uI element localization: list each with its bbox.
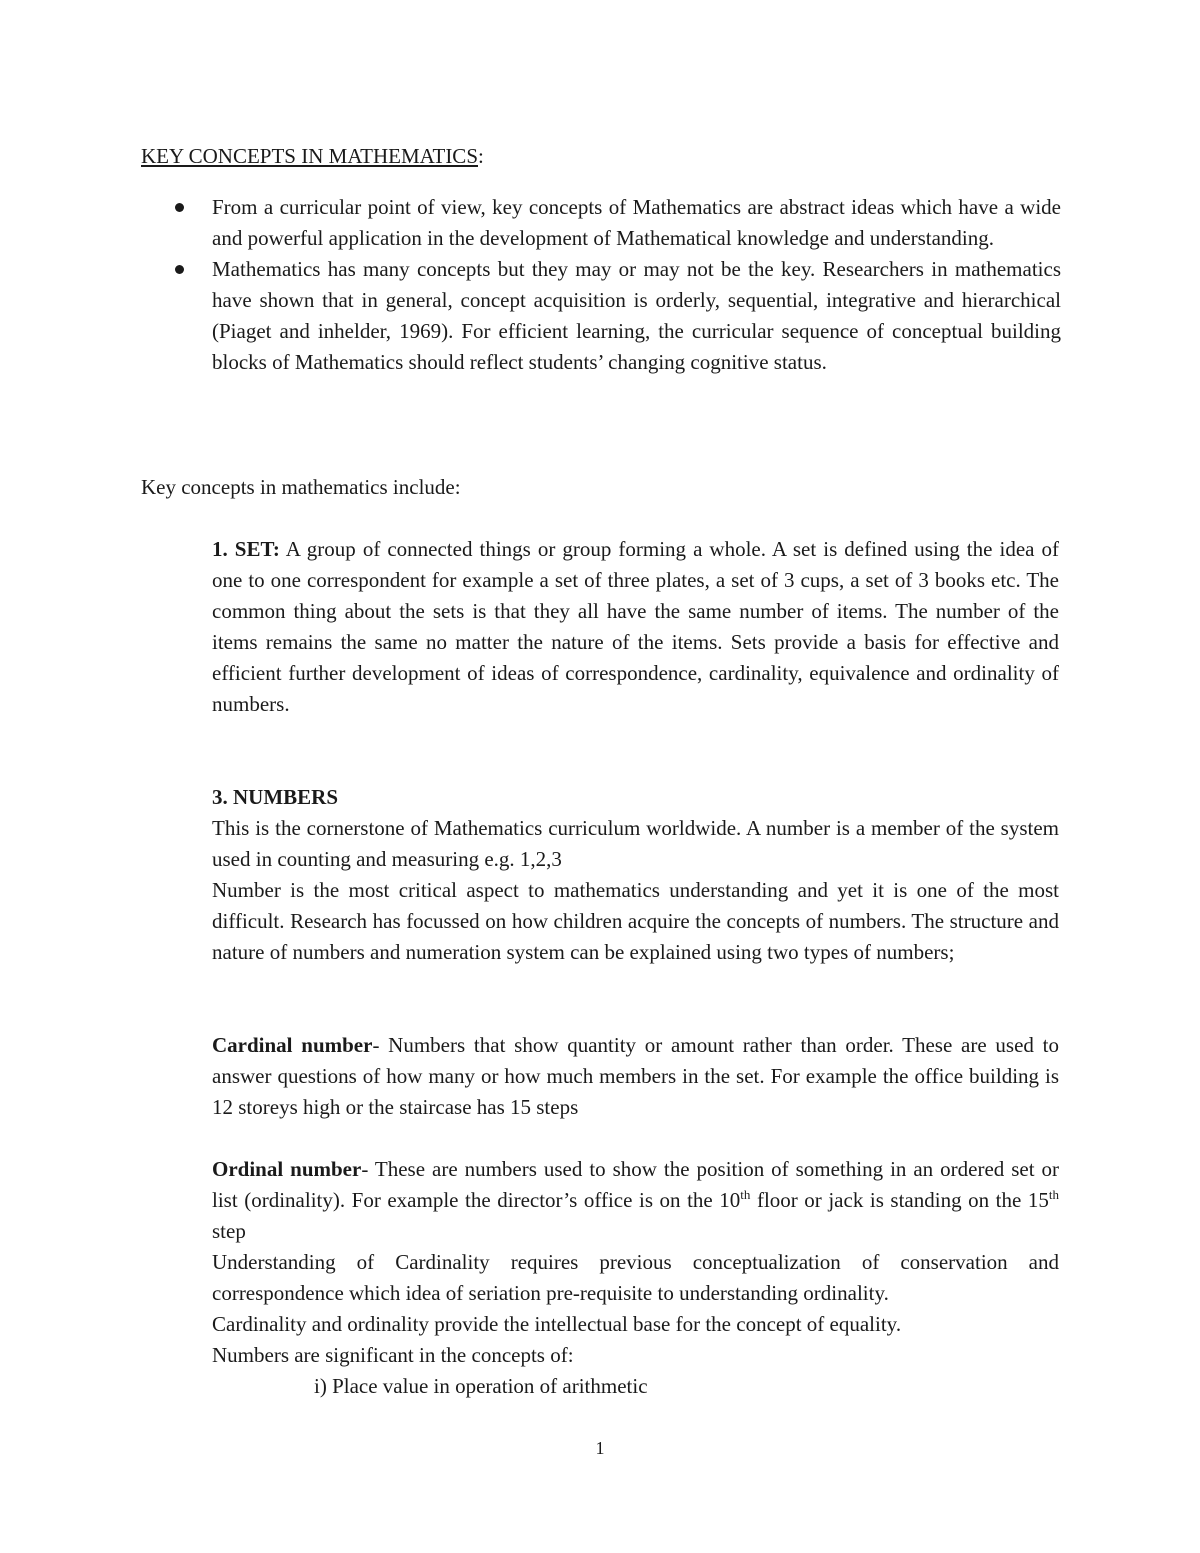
significance-line: Numbers are significant in the concepts of:: [212, 1343, 574, 1367]
numbers-section: [212, 782, 1059, 968]
cardinality-line: Understanding of Cardinality requires previous conceptualization of conservation and correspondence which idea of seriation pre-requisite to understanding ordinality.: [212, 1250, 1059, 1305]
document-title: [141, 141, 484, 172]
title-text: KEY CONCEPTS IN MATHEMATICS: [141, 144, 478, 168]
bullet-dot-icon: [175, 265, 184, 274]
set-text: A group of connected things or group forming a whole. A set is defined using the idea of one to one correspondent for example a set of three plates, a set of 3 cups, a set of 3 books etc. The common thing about the sets is that they all have the same number of items. The number of the items remains the same no matter the nature of the items. Sets provide a basis for effective and efficient further development of ideas of correspondence, cardinality, equivalence and ordinality of numbers.: [212, 537, 1059, 716]
bullet-text: Mathematics has many concepts but they may or may not be the key. Researchers in mathematics have shown that in general, concept acquisition is orderly, sequential, integrative and hierarchical (Piaget and inhelder, 1969). For efficient learning, the curricular sequence of conceptual building blocks of Mathematics should reflect students’ changing cognitive status.: [212, 257, 1061, 374]
ordinal-term: Ordinal number: [212, 1157, 362, 1181]
cardinal-term: Cardinal number: [212, 1033, 373, 1057]
equality-line: Cardinality and ordinality provide the intellectual base for the concept of equality.: [212, 1312, 902, 1336]
intro-line: Key concepts in mathematics include:: [141, 475, 461, 499]
title-colon: :: [478, 144, 484, 168]
ordinal-sup-a: th: [740, 1187, 751, 1202]
bullet-list: [141, 192, 1061, 378]
set-section: [212, 534, 1059, 720]
ordinal-sup-b: th: [1048, 1187, 1059, 1202]
numbers-paragraph-1: This is the cornerstone of Mathematics curriculum worldwide. A number is a member of the system used in counting and measuring e.g. 1,2,3: [212, 816, 1059, 871]
ordinal-section: [212, 1154, 1059, 1371]
ordinal-text-c: step: [212, 1219, 246, 1243]
ordinal-text-b: floor or jack is standing on the 15: [750, 1188, 1049, 1212]
bullet-dot-icon: [175, 203, 184, 212]
set-heading: 1. SET:: [212, 537, 280, 561]
cardinal-section: [212, 1030, 1059, 1123]
bullet-text: From a curricular point of view, key concepts of Mathematics are abstract ideas which have a wide and powerful application in the development of Mathematical knowledge and understanding.: [212, 195, 1061, 250]
bullet-item: [141, 254, 1061, 378]
sub-item-place-value: i) Place value in operation of arithmetic: [314, 1374, 648, 1398]
numbers-heading: 3. NUMBERS: [212, 785, 339, 809]
ordinal-text-a: - These are numbers used to show the position of something in an ordered set or list (ordinality). For example the director’s office is on the 10: [212, 1157, 1059, 1212]
numbers-paragraph-2: Number is the most critical aspect to mathematics understanding and yet it is one of the most difficult. Research has focussed on how children acquire the concepts of numbers. The structure and nature of numbers and numeration system can be explained using two types of numbers;: [212, 878, 1059, 964]
cardinal-text: - Numbers that show quantity or amount rather than order. These are used to answer questions of how many or how much members in the set. For example the office building is 12 storeys high or the staircase has 15 steps: [212, 1033, 1059, 1119]
bullet-item: [141, 192, 1061, 254]
page-number: 1: [595, 1438, 605, 1458]
